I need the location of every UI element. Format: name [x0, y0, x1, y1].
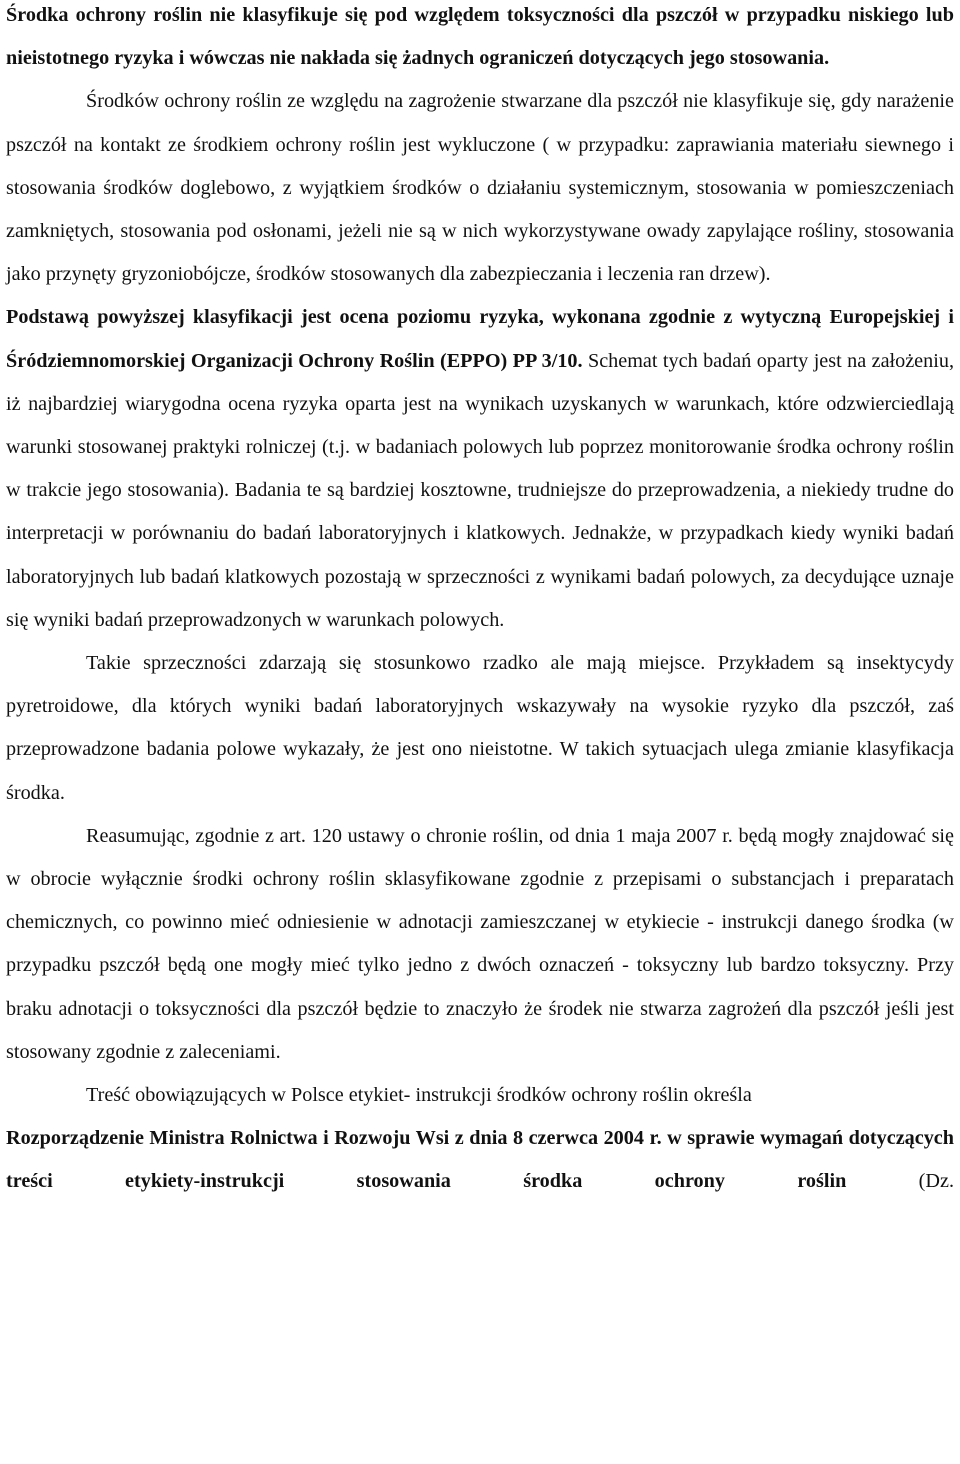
paragraph-exposure-excluded	[6, 80, 954, 296]
paragraph-classification-basis	[6, 296, 954, 642]
paragraph-text: Środka ochrony roślin nie klasyfikuje się pod względem toksyczności dla pszczół w przypadku niskiego lub nieistotnego ryzyka i wówczas nie nakłada się żadnych ograniczeń dotyczących jego stosowania.	[6, 4, 954, 70]
paragraph-text: Środków ochrony roślin ze względu na zagrożenie stwarzane dla pszczół nie klasyfikuje się, gdy narażenie pszczół na kontakt ze środkiem ochrony roślin jest wykluczone ( w przypadku: zaprawiania materiału siewnego i stosowania środków doglebowo, z wyjątkiem środków o działaniu systemicznym, stosowania w pomieszczeniach zamkniętych, stosowania pod osłonami, jeżeli nie są w nich wykorzystywane owady zapylające rośliny, stosowania jako przynęty gryzoniobójcze, środków stosowanych dla zabezpieczania i leczenia ran drzew).	[6, 90, 954, 286]
paragraph-summary	[6, 815, 954, 1074]
paragraph-text: Schemat tych badań oparty jest na założeniu, iż najbardziej wiarygodna ocena ryzyka oparta jest na wynikach uzyskanych w warunkach, które odzwierciedlają warunki stosowanej praktyki rolniczej (t.j. w badaniach polowych lub poprzez monitorowanie środka ochrony roślin w trakcie jego stosowania). Badania te są bardziej kosztowne, trudniejsze do przeprowadzenia, a niekiedy trudne do interpretacji w porównaniu do badań laboratoryjnych i klatkowych. Jednakże, w przypadkach kiedy wyniki badań laboratoryjnych lub badań klatkowych pozostają w sprzeczności z wynikami badań polowych, za decydujące uznaje się wyniki badań przeprowadzonych w warunkach polowych.	[6, 349, 954, 631]
paragraph-bold-text: Podstawą powyższej klasyfikacji jest ocena poziomu ryzyka, wykonana zgodnie z wytyczną Europejskiej i Śródziemnomorskiej Organizacji Ochrony Roślin (EPPO) PP 3/10.	[6, 306, 954, 372]
paragraph-contradictions	[6, 642, 954, 815]
paragraph-label-content	[6, 1074, 954, 1117]
paragraph-regulation	[6, 1117, 954, 1203]
document-page	[6, 0, 954, 1204]
paragraph-text: Reasumując, zgodnie z art. 120 ustawy o chronie roślin, od dnia 1 maja 2007 r. będą mogły znajdować się w obrocie wyłącznie środki ochrony roślin sklasyfikowane zgodnie z przepisami o substancjach i preparatach chemicznych, co powinno mieć odniesienie w adnotacji zamieszczanej w etykiecie - instrukcji danego środka (w przypadku pszczół będą one mogły mieć tylko jedno z dwóch oznaczeń - toksyczny lub bardzo toksyczny. Przy braku adnotacji o toksyczności dla pszczół będzie to znaczyło że środek nie stwarza zagrożeń dla pszczół jeśli jest stosowany zgodnie z zaleceniami.	[6, 824, 954, 1063]
paragraph-text: Takie sprzeczności zdarzają się stosunkowo rzadko ale mają miejsce. Przykładem są insektycydy pyretroidowe, dla których wyniki badań laboratoryjnych wskazywały na wysokie ryzyko dla pszczół, zaś przeprowadzone badania polowe wykazały, że jest ono nieistotne. W takich sytuacjach ulega zmianie klasyfikacja środka.	[6, 652, 954, 804]
paragraph-text: Treść obowiązujących w Polsce etykiet- instrukcji środków ochrony roślin określa	[86, 1084, 752, 1107]
paragraph-bold-text: Rozporządzenie Ministra Rolnictwa i Rozwoju Wsi z dnia 8 czerwca 2004 r. w sprawie wymagań dotyczących treści etykiety-instrukcji stosowania środka ochrony roślin	[6, 1127, 954, 1193]
paragraph-classification-exemption	[6, 0, 954, 80]
paragraph-text: (Dz.	[846, 1170, 954, 1193]
